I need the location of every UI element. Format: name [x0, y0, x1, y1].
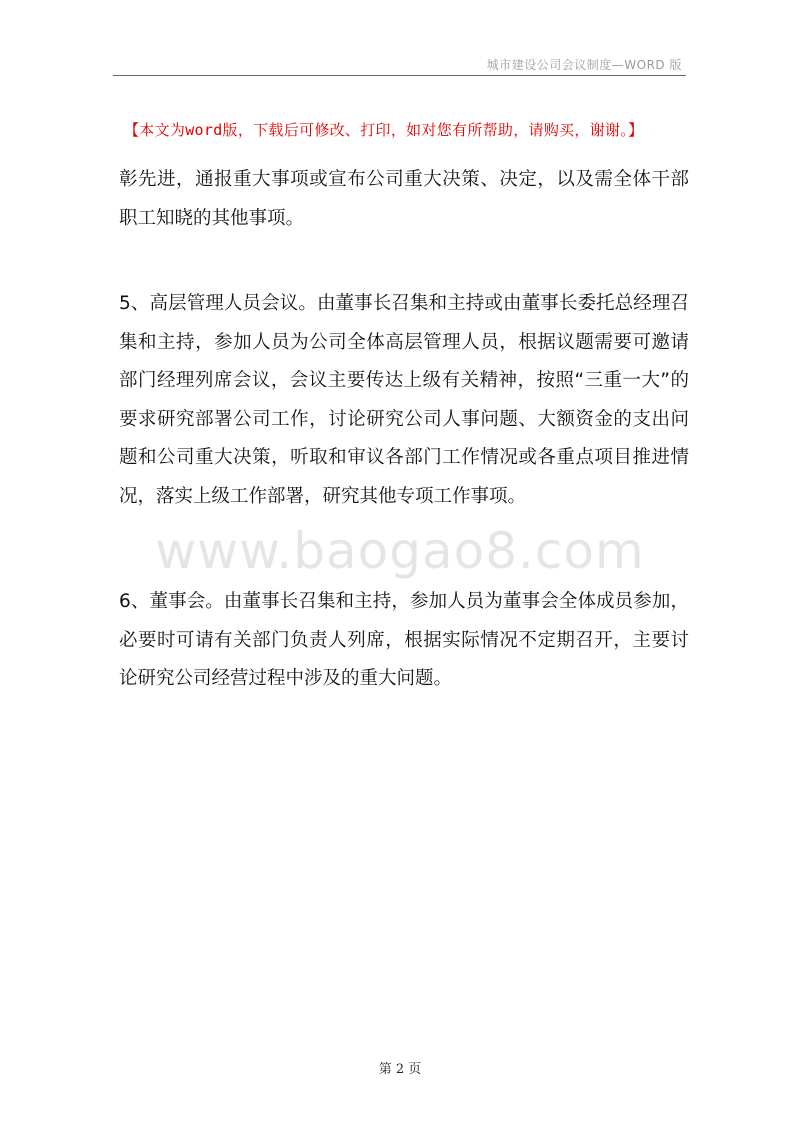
paragraph-senior-management-meeting: 5、高层管理人员会议。由董事长召集和主持或由董事长委托总经理召集和主持，参加人员为公司全体高层管理人员，根据议题需要可邀请部门经理列席会议，会议主要传达上级有关精神，按照“三重一大”的要求研究部署公司工作，讨论研究公司人事问题、大额资金的支出问题和公司重大决策，听取和审议各部门工作情况或各重点项目推进情况，落实上级工作部署，研究其他专项工作事项。 [119, 293, 689, 507]
watermark: www.baogao8.com [155, 522, 645, 580]
paragraph-board-meeting: 6、董事会。由董事长召集和主持，参加人员为董事会全体成员参加，必要时可请有关部门负责人列席，根据实际情况不定期召开，主要讨论研究公司经营过程中涉及的重大问题。 [119, 591, 689, 689]
running-header: 城市建设公司会议制度—WORD 版 [486, 58, 682, 72]
promo-notice: 【本文为word版，下载后可修改、打印，如对您有所帮助，请购买，谢谢。】 [124, 121, 644, 139]
paragraph-continuation: 彰先进，通报重大事项或宣布公司重大决策、决定，以及需全体干部职工知晓的其他事项。 [119, 169, 689, 229]
header-divider [113, 75, 686, 76]
page-number: 第 2 页 [378, 1062, 422, 1077]
